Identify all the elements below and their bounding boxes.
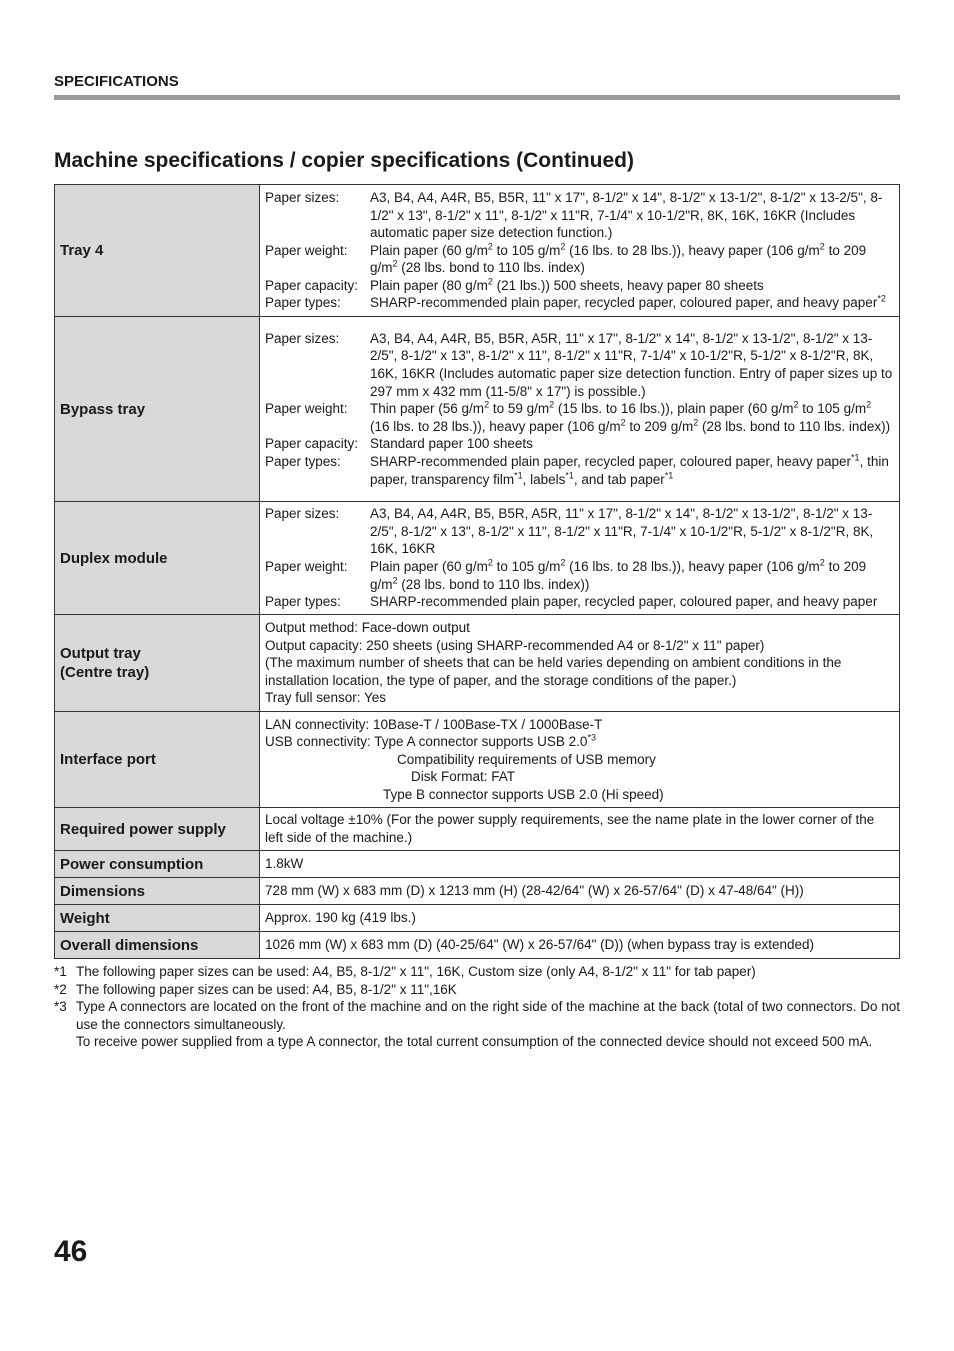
row-weight xyxy=(55,905,900,932)
field-key: Paper types: xyxy=(265,295,341,311)
field-value: Plain paper (60 $g/m^2$ to 105 $g/m^2$ (16 lbs. to 28 lbs.)), heavy paper (106 $g/m^2$ to 209 $g/m^2$ (28 lbs. bond to 110 lbs. index) xyxy=(370,241,867,276)
field-value: SHARP-recommended plain paper, recycled paper, coloured paper, and heavy paper$^{*2}$ xyxy=(370,293,886,311)
field-key: Paper weight: xyxy=(265,242,348,258)
row-overall-dimensions xyxy=(55,932,900,959)
field-value: SHARP-recommended plain paper, recycled paper, coloured paper, heavy paper$^{*1}$, thin paper, transparency film$^{*1}$, labels$^{*1}$, and tab paper$^{*1}$ xyxy=(370,452,889,487)
section-label: SPECIFICATIONS xyxy=(54,73,179,90)
footnote-3: *3 Type A connectors are located on the front of the machine and on the right side of the machine at the back (total of two connectors. Do not use the connectors simultaneously. xyxy=(54,999,901,1032)
footnote-3-continued: To receive power supplied from a type A connector, the total current consumption of the connected device should not exceed 500 mA. xyxy=(76,1034,873,1050)
row-tray4 xyxy=(55,185,900,317)
row-label: Duplex module xyxy=(55,502,260,615)
field-value: A3, B4, A4, A4R, B5, B5R, 11" x 17", 8-1/2" x 14", 8-1/2" x 13-1/2", 8-1/2" x 13-2/5", 8-1/2" x 13", 8-1/2" x 11", 8-1/2" x 11"R, 7-1/4" x 10-1/2"R, 8K, 16K, 16KR (Includes automatic paper size detection function.) xyxy=(370,189,883,241)
row-value: Approx. 190 kg (419 lbs.) xyxy=(260,905,900,932)
footnote-2: *2 The following paper sizes can be used: A4, B5, 8-1/2" x 11",16K xyxy=(54,981,457,997)
output-capacity: Output capacity: 250 sheets (using SHARP-recommended A4 or 8-1/2" x 11" paper) xyxy=(265,637,765,653)
output-method: Output method: Face-down output xyxy=(265,620,470,636)
row-label: Dimensions xyxy=(55,878,260,905)
field-key: Paper weight: xyxy=(265,559,348,574)
row-value xyxy=(260,502,900,615)
usb-connectivity: USB connectivity: Type A connector supports USB 2.0$^{*3}$ xyxy=(265,732,596,750)
row-label: Interface port xyxy=(55,712,260,808)
field-value: A3, B4, A4, A4R, B5, B5R, A5R, 11" x 17", 8-1/2" x 14", 8-1/2" x 13-1/2", 8-1/2" x 13-2/5", 8-1/2" x 13", 8-1/2" x 11", 8-1/2" x 11"R, 7-1/4" x 10-1/2"R, 5-1/2" x 8-1/2"R, 8K, 16K, 16KR (Includes automatic paper size detection function. Entry of paper sizes up to 297 mm x 432 mm (11-5/8" x 17") is possible.) xyxy=(370,330,893,399)
field-key: Paper types: xyxy=(265,453,341,469)
tray-full-sensor: Tray full sensor: Yes xyxy=(265,690,387,706)
field-value: Standard paper 100 sheets xyxy=(370,436,533,452)
row-label: Bypass tray xyxy=(55,317,260,502)
row-duplex-module xyxy=(55,502,900,615)
usb-type-b: Type B connector supports USB 2.0 (Hi speed) xyxy=(383,786,664,802)
field-key: Paper capacity: xyxy=(265,436,359,452)
row-power-consumption xyxy=(55,851,900,878)
footnotes xyxy=(54,963,900,1051)
field-value: Plain paper (80 $g/m^2$ (21 lbs.)) 500 sheets, heavy paper 80 sheets xyxy=(370,276,764,293)
field-value: Plain paper (60 $g/m^2$ to 105 $g/m^2$ (16 lbs. to 28 lbs.)), heavy paper (106 $g/m^2$ to 209 $g/m^2$ (28 lbs. bond to 110 lbs. index)) xyxy=(370,557,867,592)
row-value: 728 mm (W) x 683 mm (D) x 1213 mm (H) (28-42/64" (W) x 26-57/64" (D) x 47-48/64" (H)) xyxy=(260,878,900,905)
header-rule xyxy=(54,95,900,100)
footnote-ref: *2 xyxy=(877,293,886,304)
field-key: Paper capacity: xyxy=(265,277,359,293)
row-dimensions xyxy=(55,878,900,905)
page-title: Machine specifications / copier specifications (Continued) xyxy=(54,149,634,172)
spec-table xyxy=(54,184,900,959)
row-label: Required power supply xyxy=(55,808,260,851)
field-value: A3, B4, A4, A4R, B5, B5R, A5R, 11" x 17", 8-1/2" x 14", 8-1/2" x 13-1/2", 8-1/2" x 13-2/5", 8-1/2" x 13", 8-1/2" x 11", 8-1/2" x 11"R, 7-1/4" x 10-1/2"R, 5-1/2" x 8-1/2"R, 8K, 16K, 16KR xyxy=(370,506,874,557)
footnote-1: *1 The following paper sizes can be used: A4, B5, 8-1/2" x 11", 16K, Custom size (only A4, 8-1/2" x 11" for tab paper) xyxy=(54,964,756,979)
row-interface-port xyxy=(55,712,900,808)
row-value: Local voltage ±10% (For the power supply requirements, see the name plate in the lower corner of the left side of the machine.) xyxy=(260,808,900,851)
row-power-supply xyxy=(55,808,900,851)
field-value: SHARP-recommended plain paper, recycled paper, coloured paper, and heavy paper xyxy=(370,594,878,610)
row-value xyxy=(260,712,900,808)
field-key: Paper weight: xyxy=(265,401,348,417)
page-number: 46 xyxy=(54,1235,88,1268)
row-label: Power consumption xyxy=(55,851,260,878)
field-key: Paper sizes: xyxy=(265,330,340,346)
field-key: Paper sizes: xyxy=(265,506,340,522)
row-label: Overall dimensions xyxy=(55,932,260,959)
row-label: Weight xyxy=(55,905,260,932)
row-value: 1.8kW xyxy=(260,851,900,878)
field-value: Thin paper (56 $g/m^2$ to 59 $g/m^2$ (15 lbs. to 16 lbs.)), plain paper (60 $g/m^2$ to 105 $g/m^2$ (16 lbs. to 28 lbs.)), heavy paper (106 $g/m^2$ to 209 $g/m^2$ (28 lbs. bond to 110 lbs. index)) xyxy=(370,399,891,434)
row-value xyxy=(260,615,900,712)
lan-connectivity: LAN connectivity: 10Base-T / 100Base-TX / 1000Base-T xyxy=(265,716,603,732)
row-value xyxy=(260,185,900,317)
row-value xyxy=(260,317,900,502)
output-note: (The maximum number of sheets that can be held varies depending on ambient conditions in the installation location, the type of paper, and the storage conditions of the paper.) xyxy=(265,655,842,688)
usb-compat: Compatibility requirements of USB memory xyxy=(397,751,656,767)
row-value: 1026 mm (W) x 683 mm (D) (40-25/64" (W) x 26-57/64" (D)) (when bypass tray is extended) xyxy=(260,932,900,959)
row-label: Output tray (Centre tray) xyxy=(55,615,260,712)
row-output-tray xyxy=(55,615,900,712)
field-key: Paper sizes: xyxy=(265,189,340,205)
usb-disk-format: Disk Format: FAT xyxy=(411,769,516,785)
field-key: Paper types: xyxy=(265,594,341,610)
row-bypass-tray xyxy=(55,317,900,502)
row-label: Tray 4 xyxy=(55,185,260,317)
